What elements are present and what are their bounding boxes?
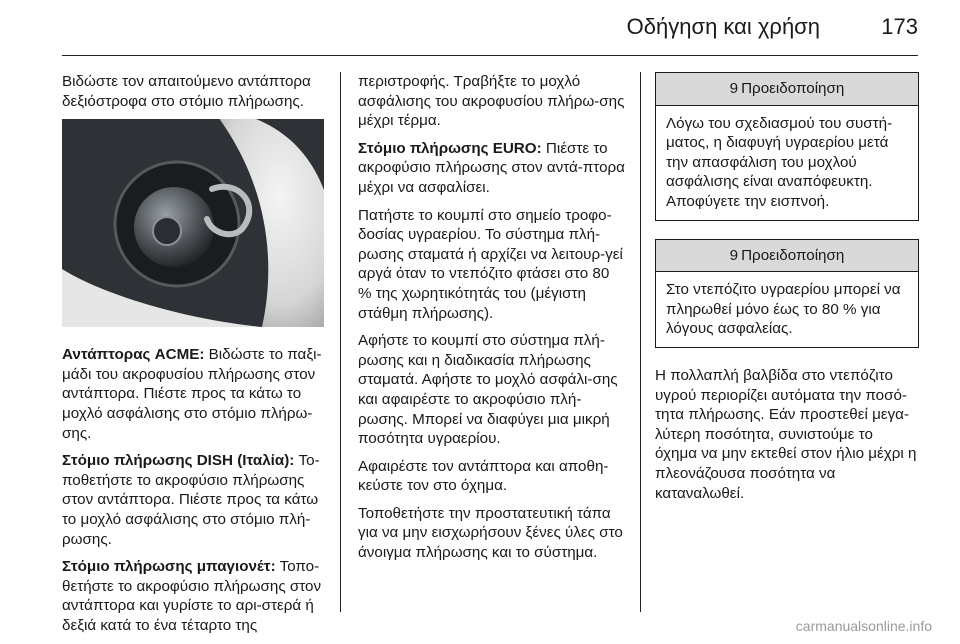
warning-text: Λόγω του σχεδιασμού του συστή-ματος, η διαφυγή υγραερίου μετά την απασφάλιση του μοχλού ασφάλισης είναι αναπόφευκτη. Αποφύγετε την εισπνοή.	[666, 114, 893, 210]
warning-title: Προειδοποίηση	[741, 246, 845, 264]
dish-label: Στόμιο πλήρωσης DISH (Ιταλία):	[62, 452, 295, 470]
warning-header	[656, 240, 918, 273]
dish-paragraph	[62, 451, 324, 549]
column-1	[62, 72, 324, 644]
valve-paragraph: Η πολλαπλή βαλβίδα στο ντεπόζιτο υγρού περιορίζει αυτόματα την ποσό-τητα πλήρωσης. Εάν προστεθεί μεγα-λύτερη ποσότητα, συνιστούμε το όχημα να μην εκτεθεί στον ήλιο μέχρι η πλεονάζουσα ποσότητα να καταναλωθεί.	[655, 366, 917, 502]
acme-text: Βιδώστε το παξι-μάδι του ακροφυσίου πλήρωσης στον αντάπτορα. Πιέστε προς τα κάτω το μοχλό ασφάλισης στο στόμιο πλήρω-σης.	[62, 346, 322, 442]
fuel-filler-photo	[62, 119, 324, 327]
warning-box	[655, 239, 919, 348]
column-divider	[640, 72, 641, 612]
section-title: Οδήγηση και χρήση	[626, 14, 820, 39]
warning-icon: 9	[729, 80, 739, 97]
fuel-filler-illustration	[62, 119, 324, 327]
adapter-paragraph: Αφαιρέστε τον αντάπτορα και αποθη-κεύστε τον στο όχημα.	[358, 457, 609, 495]
page-header	[0, 0, 960, 62]
intro-paragraph: Βιδώστε τον απαιτούμενο αντάπτορα δεξιόστροφα στο στόμιο πλήρωσης.	[62, 73, 311, 110]
column-divider	[340, 72, 341, 612]
column-3	[655, 72, 919, 511]
acme-label: Αντάπτορας ACME:	[62, 346, 205, 364]
bayonet-paragraph	[62, 557, 324, 635]
warning-body	[656, 272, 918, 347]
acme-paragraph	[62, 345, 324, 443]
bayonet-text: Τοπο-θετήστε το ακροφύσιο πλήρωσης στον αντάπτορα και γυρίστε το αρι-στερά ή δεξιά κατά το ένα τέταρτο της	[62, 558, 322, 634]
warning-text: Στο ντεπόζιτο υγραερίου μπορεί να πληρωθεί μόνο έως το 80 % για λόγους ασφαλείας.	[666, 281, 901, 338]
button-paragraph: Πατήστε το κουμπί στο σημείο τροφο-δοσίας υγραερίου. Το σύστημα πλή-ρωσης σταματά ή αρχίζει να λειτουρ-γεί αργά όταν το ντεπόζιτο φτάσει στο 80 % της χωρητικότητάς του (μέγιστη στάθμη πλήρωσης).	[358, 206, 623, 322]
warning-icon: 9	[729, 246, 739, 264]
euro-text: Πιέστε το ακροφύσιο πλήρωσης στον αντά-πτορα μέχρι να ασφαλίσει.	[358, 139, 625, 196]
header-rule	[62, 55, 918, 56]
warning-header	[656, 73, 918, 106]
euro-label: Στόμιο πλήρωσης EURO:	[358, 139, 542, 157]
warning-body	[656, 106, 918, 220]
dish-text: Το-ποθετήστε το ακροφύσιο πλήρωσης στον αντάπτορα. Πιέστε προς τα κάτω το μοχλό ασφάλισης στο στόμιο πλή-ρωσης.	[62, 452, 320, 548]
warning-box	[655, 72, 919, 221]
column-2	[358, 72, 626, 571]
watermark: carmanualsonline.info	[795, 618, 932, 634]
warning-title: Προειδοποίηση	[741, 80, 845, 97]
release-paragraph: Αφήστε το κουμπί στο σύστημα πλή-ρωσης και η διαδικασία πλήρωσης σταματά. Αφήστε το μοχλό ασφάλι-σης και αφαιρέστε το ακροφύσιο πλή-ρωσης. Μπορεί να διαφύγει μια μικρή ποσότητα υγραερίου.	[358, 332, 618, 448]
continuation-paragraph: περιστροφής. Τραβήξτε το μοχλό ασφάλισης του ακροφυσίου πλήρω-σης μέχρι τέρμα.	[358, 73, 625, 130]
euro-paragraph	[358, 139, 626, 198]
bayonet-label: Στόμιο πλήρωσης μπαγιονέτ:	[62, 558, 276, 576]
cap-paragraph: Τοποθετήστε την προστατευτική τάπα για να μην εισχωρήσουν ξένες ύλες στο άνοιγμα πλήρωσης και το σύστημα.	[358, 504, 623, 562]
page-number: 173	[881, 14, 918, 39]
